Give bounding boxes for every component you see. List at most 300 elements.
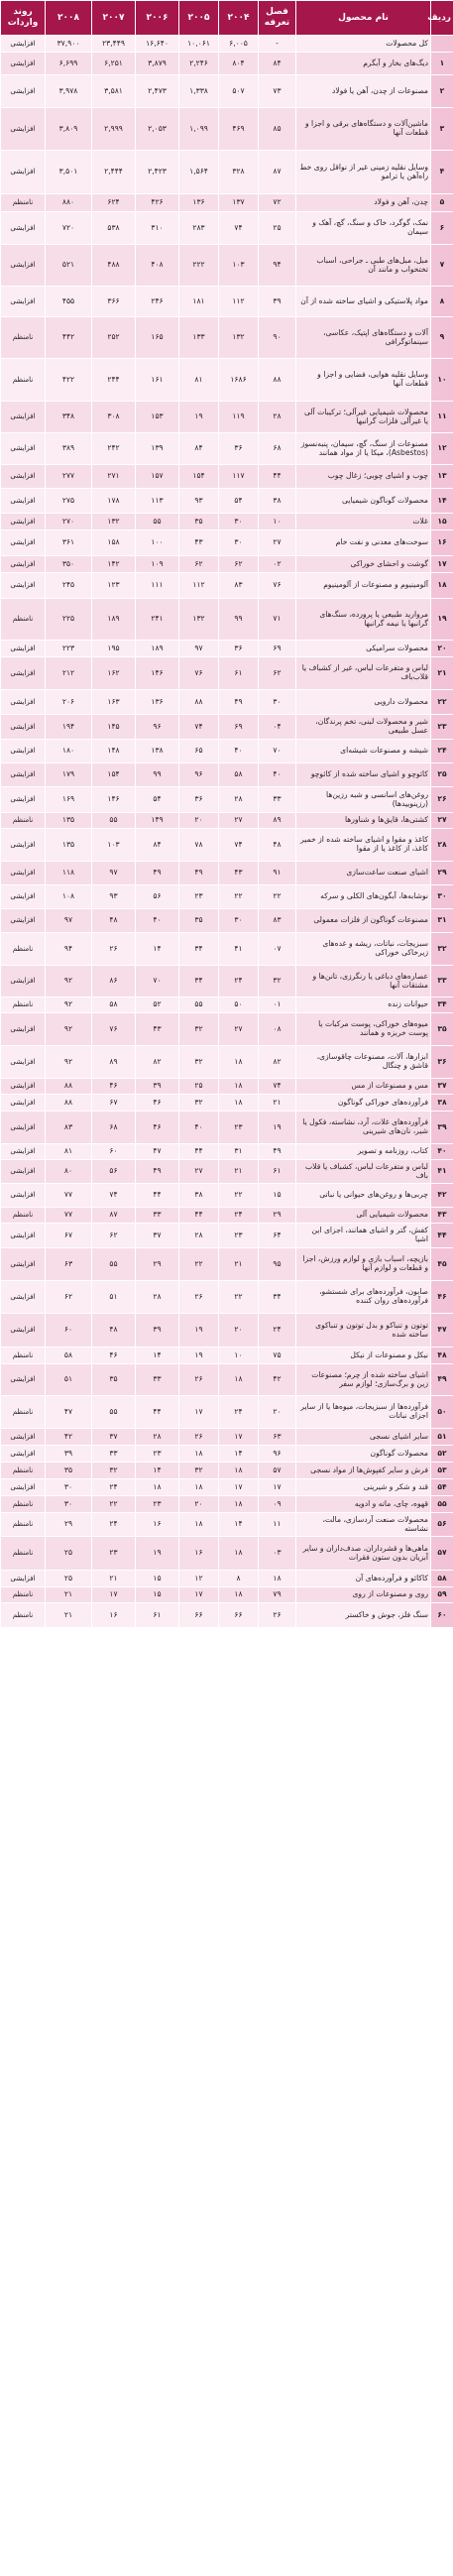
value-2007: ۱۵۴ <box>92 763 136 787</box>
import-trend: افزایشی <box>1 402 46 433</box>
tariff-chapter: ۸۹ <box>259 813 296 829</box>
value-2004: ۱۰ <box>219 1347 259 1364</box>
table-body <box>1 36 453 1628</box>
table-row <box>1 1537 453 1571</box>
value-2006: ۴۰۸ <box>136 245 179 287</box>
tariff-chapter: ۲۶ <box>259 1603 296 1628</box>
value-2005: ۱۹ <box>179 402 219 433</box>
value-2004: ۷۴ <box>219 212 259 245</box>
product-name: آلات و دستگاه‌های اپتیک، عکاسی، سینماتوگرافی <box>296 317 431 359</box>
value-2007: ۵۵ <box>92 1248 136 1281</box>
table-row <box>1 1364 453 1396</box>
import-trend: نامنظم <box>1 1603 46 1628</box>
value-2005: ۶۲ <box>179 556 219 573</box>
import-trend: افزایشی <box>1 641 46 657</box>
value-2007: ۲۷۱ <box>92 465 136 489</box>
value-2006: ۱۴ <box>136 1463 179 1479</box>
value-2005: ۳۴ <box>179 966 219 997</box>
value-2005: ۱۹ <box>179 1347 219 1364</box>
value-2004: ۴۹ <box>219 690 259 715</box>
value-2008: ۳,۹۷۸ <box>46 75 92 108</box>
value-2004: ۵۸ <box>219 763 259 787</box>
product-name: محصولات صنعت آردسازی، مالت، نشاسته <box>296 1513 431 1537</box>
value-2006: ۲۸ <box>136 1281 179 1314</box>
row-number: ۱۶ <box>431 530 453 556</box>
import-trend: افزایشی <box>1 1248 46 1281</box>
value-2006: ۱۸۹ <box>136 641 179 657</box>
tariff-chapter: ۸۳ <box>259 909 296 933</box>
table-row <box>1 715 453 740</box>
value-2004: ۱۸ <box>219 1463 259 1479</box>
row-number: ۴۵ <box>431 1248 453 1281</box>
tariff-chapter: ۱۹ <box>259 1112 296 1144</box>
value-2008: ۶,۶۹۹ <box>46 53 92 75</box>
value-2005: ۷۴ <box>179 715 219 740</box>
value-2008: ۳۶۱ <box>46 530 92 556</box>
row-number: ۱۹ <box>431 599 453 641</box>
table-row <box>1 599 453 641</box>
row-number: ۵۴ <box>431 1479 453 1496</box>
value-2004: ۴۳ <box>219 862 259 885</box>
value-2007: ۲۶ <box>92 933 136 966</box>
table-row <box>1 1281 453 1314</box>
value-2006: ۵۶ <box>136 885 179 909</box>
value-2005: ۱۹ <box>179 1314 219 1347</box>
tariff-chapter: ۷۱ <box>259 599 296 641</box>
product-name: چدن، آهن و فولاد <box>296 194 431 212</box>
value-2008: ۴۲ <box>46 1429 92 1446</box>
value-2006: ۲۳ <box>136 1496 179 1513</box>
row-number: ۵۶ <box>431 1513 453 1537</box>
value-2004: ۵۰ <box>219 997 259 1013</box>
tariff-chapter: ۶۹ <box>259 641 296 657</box>
value-2005: ۲۰ <box>179 1496 219 1513</box>
value-2007: ۲۵۲ <box>92 317 136 359</box>
table-row <box>1 1479 453 1496</box>
table-row <box>1 245 453 287</box>
product-name: چربی‌ها و روغن‌های حیوانی یا نباتی <box>296 1184 431 1208</box>
table-row <box>1 1347 453 1364</box>
value-2005: ۱۳۳ <box>179 317 219 359</box>
value-2004: ۶۱ <box>219 657 259 690</box>
value-2004: ۲۷ <box>219 813 259 829</box>
product-name: آلومینیوم و مصنوعات از آلومینیوم <box>296 573 431 599</box>
tariff-chapter: ۸۲ <box>259 1046 296 1079</box>
tariff-chapter: ۸۴ <box>259 53 296 75</box>
value-2008: ۶۷ <box>46 1224 92 1248</box>
value-2008: ۸۸ <box>46 1079 92 1095</box>
table-row <box>1 1603 453 1628</box>
import-trend: نامنظم <box>1 1396 46 1429</box>
header-row-number: ردیف <box>431 1 453 36</box>
tariff-chapter: ۰۳ <box>259 1537 296 1571</box>
import-trend: نامنظم <box>1 1208 46 1224</box>
product-name: نمک، گوگرد، خاک و سنگ، گچ، آهک و سیمان <box>296 212 431 245</box>
value-2006: ۳,۸۷۹ <box>136 53 179 75</box>
value-2008: ۳۵ <box>46 1463 92 1479</box>
value-2006: ۲,۴۷۳ <box>136 75 179 108</box>
value-2004: ۳۰ <box>219 909 259 933</box>
tariff-chapter: ۴۲ <box>259 1364 296 1396</box>
value-2006: ۴۶ <box>136 1095 179 1112</box>
import-trend: افزایشی <box>1 763 46 787</box>
product-name: روغن‌های اسانسی و شبه رزین‌ها (رزینوییدها) <box>296 787 431 813</box>
header-product-name: نام محصول <box>296 1 431 36</box>
value-2008: ۸۰ <box>46 1160 92 1184</box>
import-trend: افزایشی <box>1 1281 46 1314</box>
value-2005: ۲۲ <box>179 1248 219 1281</box>
product-name: میوه‌های خوراکی، پوست مرکبات یا پوست خربزه و همانند <box>296 1013 431 1046</box>
value-2005: ۴۴ <box>179 1208 219 1224</box>
value-2008: ۳۴۸ <box>46 402 92 433</box>
value-2004: ۸۳ <box>219 573 259 599</box>
row-number: ۴۱ <box>431 1160 453 1184</box>
value-2004: ۳۰ <box>219 514 259 530</box>
product-name: کشتی‌ها، قایق‌ها و شناورها <box>296 813 431 829</box>
product-name: عصاره‌های دباغی یا رنگرزی، تانن‌ها و مشتقات آنها <box>296 966 431 997</box>
row-number: ۲۶ <box>431 787 453 813</box>
value-2005: ۱۶ <box>179 1537 219 1571</box>
tariff-chapter: ۲۲ <box>259 885 296 909</box>
value-2005: ۱۷ <box>179 1396 219 1429</box>
row-number: ۴۳ <box>431 1208 453 1224</box>
value-2007: ۶۰ <box>92 1144 136 1160</box>
row-number: ۲۰ <box>431 641 453 657</box>
value-2007: ۱۶ <box>92 1603 136 1628</box>
product-name: لباس و متفرعات لباس، کشباف یا قلاب باف <box>296 1160 431 1184</box>
header-import-trend: روند واردات <box>1 1 46 36</box>
value-2008: ۴۵۵ <box>46 287 92 317</box>
import-trend: افزایشی <box>1 1184 46 1208</box>
product-name: سوخت‌های معدنی و نفت خام <box>296 530 431 556</box>
value-2007: ۲,۴۴۴ <box>92 151 136 194</box>
table-row <box>1 1496 453 1513</box>
table-row <box>1 489 453 514</box>
tariff-chapter: ۷۵ <box>259 1347 296 1364</box>
table-row <box>1 194 453 212</box>
value-2006: ۴۷ <box>136 1144 179 1160</box>
table-row <box>1 933 453 966</box>
value-2008: ۲۷۵ <box>46 489 92 514</box>
value-2004: ۳۰ <box>219 530 259 556</box>
value-2007: ۱۳۲ <box>92 514 136 530</box>
row-number: ۱۰ <box>431 359 453 402</box>
value-2008: ۱۳۵ <box>46 813 92 829</box>
product-name: کائوچو و اشیای ساخته شده از کائوچو <box>296 763 431 787</box>
row-number: ۲۴ <box>431 740 453 763</box>
tariff-chapter: ۰۴ <box>259 715 296 740</box>
product-name: محصولات شیمیایی آلی <box>296 1208 431 1224</box>
value-2007: ۷۴ <box>92 1184 136 1208</box>
value-2004: ۲۲ <box>219 1281 259 1314</box>
tariff-chapter: ۵۷ <box>259 1463 296 1479</box>
value-2006: ۲۹ <box>136 1248 179 1281</box>
value-2007: ۳۲ <box>92 1463 136 1479</box>
value-2006: ۲,۰۵۳ <box>136 108 179 151</box>
value-2008: ۶۰ <box>46 1314 92 1347</box>
value-2004: ۸ <box>219 1571 259 1587</box>
header-tariff-chapter: فصل تعرفه <box>259 1 296 36</box>
product-name: سایر اشیای نسجی <box>296 1429 431 1446</box>
value-2006: ۱۳۶ <box>136 690 179 715</box>
value-2007: ۱۸۹ <box>92 599 136 641</box>
value-2004: ۲۴ <box>219 966 259 997</box>
value-2004: ۲۲ <box>219 885 259 909</box>
tariff-chapter: ۷۴ <box>259 1079 296 1095</box>
table-row <box>1 1571 453 1587</box>
tariff-chapter: ۶۴ <box>259 1224 296 1248</box>
tariff-chapter: ۱۰ <box>259 514 296 530</box>
value-2004: ۱۱۷ <box>219 465 259 489</box>
import-trend: افزایشی <box>1 1364 46 1396</box>
value-2004: ۶۲ <box>219 556 259 573</box>
value-2005: ۲۶ <box>179 1281 219 1314</box>
value-2006: ۳۹ <box>136 1314 179 1347</box>
row-number: ۹ <box>431 317 453 359</box>
value-2007: ۱۰۳ <box>92 829 136 862</box>
row-number: ۱۳ <box>431 465 453 489</box>
product-name: محصولات گوناگون <box>296 1446 431 1463</box>
header-year-2008: ۲۰۰۸ <box>46 1 92 36</box>
table-row <box>1 573 453 599</box>
row-number: ۵ <box>431 194 453 212</box>
table-row <box>1 212 453 245</box>
product-name: نیکل و مصنوعات از نیکل <box>296 1347 431 1364</box>
import-trend: افزایشی <box>1 1446 46 1463</box>
product-name: اشیای ساخته شده از چرم؛ مصنوعات زین و برگ‌سازی؛ لوازم سفر <box>296 1364 431 1396</box>
row-number: ۳۳ <box>431 966 453 997</box>
product-name: سبزیجات، نباتات، ریشه و غده‌های زیرخاکی خوراکی <box>296 933 431 966</box>
import-trend: افزایشی <box>1 657 46 690</box>
tariff-chapter: ۱۷ <box>259 1479 296 1496</box>
import-trend: نامنظم <box>1 997 46 1013</box>
import-trend: نامنظم <box>1 1587 46 1603</box>
value-2007: ۷۶ <box>92 1013 136 1046</box>
value-2004: ۱۸ <box>219 1496 259 1513</box>
tariff-chapter: ۸۸ <box>259 359 296 402</box>
value-2004: ۱۸ <box>219 1046 259 1079</box>
product-name: مواد پلاستیکی و اشیای ساخته شده از آن <box>296 287 431 317</box>
row-number: ۲ <box>431 75 453 108</box>
table-row <box>1 556 453 573</box>
value-2006: ۳۹ <box>136 1079 179 1095</box>
value-2005: ۲۷ <box>179 1160 219 1184</box>
value-2007: ۳,۵۸۱ <box>92 75 136 108</box>
value-2006: ۱۰۰ <box>136 530 179 556</box>
table-row <box>1 1046 453 1079</box>
import-trend: افزایشی <box>1 715 46 740</box>
product-name: نوشابه‌ها، آبگون‌های الکلی و سرکه <box>296 885 431 909</box>
import-trend: افزایشی <box>1 245 46 287</box>
value-2004: ۲۴ <box>219 1208 259 1224</box>
value-2006: ۴۳ <box>136 1013 179 1046</box>
product-name: قهوه، چای، ماته و ادویه <box>296 1496 431 1513</box>
value-2008: ۱۶۹ <box>46 787 92 813</box>
table-row <box>1 966 453 997</box>
value-2008: ۲۷۷ <box>46 465 92 489</box>
header-year-2006: ۲۰۰۶ <box>136 1 179 36</box>
product-name: فرآورده‌های خوراکی گوناگون <box>296 1095 431 1112</box>
value-2008: ۲۱ <box>46 1603 92 1628</box>
product-name: دیگ‌های بخار و آبگرم <box>296 53 431 75</box>
table-row <box>1 787 453 813</box>
product-name: ماهی‌ها و قشرداران، صدف‌داران و سایر آبزیان بدون ستون فقرات <box>296 1537 431 1571</box>
value-2005: ۷۸ <box>179 829 219 862</box>
value-2005: ۱۸ <box>179 1513 219 1537</box>
value-2006: ۵۲ <box>136 997 179 1013</box>
row-number: ۲۹ <box>431 862 453 885</box>
value-2004: ۹۹ <box>219 599 259 641</box>
row-number: ۱۴ <box>431 489 453 514</box>
table-row <box>1 885 453 909</box>
table-row <box>1 75 453 108</box>
value-2007: ۵۵ <box>92 1396 136 1429</box>
value-2008: ۲۹ <box>46 1513 92 1537</box>
value-2006: ۸۴ <box>136 829 179 862</box>
value-2008: ۱۱۸ <box>46 862 92 885</box>
value-2006: ۴۶ <box>136 1112 179 1144</box>
value-2004: ۱۳۷ <box>219 194 259 212</box>
tariff-chapter: ۹۰ <box>259 317 296 359</box>
value-2005: ۲۰ <box>179 813 219 829</box>
table-row <box>1 1184 453 1208</box>
import-trend: افزایشی <box>1 36 46 53</box>
tariff-chapter: ۶۲ <box>259 657 296 690</box>
tariff-chapter: ۳۹ <box>259 287 296 317</box>
tariff-chapter: ۳۲ <box>259 966 296 997</box>
import-trend: افزایشی <box>1 212 46 245</box>
import-trend: افزایشی <box>1 787 46 813</box>
value-2007: ۱۷ <box>92 1587 136 1603</box>
import-trend: نامنظم <box>1 933 46 966</box>
value-2006: ۱۶,۶۴۰ <box>136 36 179 53</box>
product-name: وسایل نقلیه زمینی غیر از نواقل روی خط راه‌آهن یا ترامو <box>296 151 431 194</box>
value-2008: ۵۸ <box>46 1347 92 1364</box>
row-number: ۴۲ <box>431 1184 453 1208</box>
value-2008: ۴۴۲ <box>46 317 92 359</box>
row-number: ۳۲ <box>431 933 453 966</box>
value-2007: ۸۹ <box>92 1046 136 1079</box>
product-name: توتون و تنباکو و بدل توتون و تنباکوی ساخته شده <box>296 1314 431 1347</box>
row-number: ۲۷ <box>431 813 453 829</box>
table-row <box>1 1112 453 1144</box>
value-2007: ۲۴۲ <box>92 433 136 465</box>
value-2008: ۱۹۴ <box>46 715 92 740</box>
product-name: فرآورده‌های غلات، آرد، نشاسته، فکول یا شیر، نان‌های شیرینی <box>296 1112 431 1144</box>
import-trend: نامنظم <box>1 317 46 359</box>
product-name: بازیچه، اسباب بازی و لوازم ورزش، اجزا و قطعات و لوازم آنها <box>296 1248 431 1281</box>
value-2007: ۴۸ <box>92 909 136 933</box>
tariff-chapter: ۷۶ <box>259 573 296 599</box>
value-2004: ۵۰۷ <box>219 75 259 108</box>
table-row <box>1 1224 453 1248</box>
tariff-chapter: ۹۵ <box>259 1248 296 1281</box>
value-2007: ۲۴۴ <box>92 359 136 402</box>
value-2007: ۶۷ <box>92 1095 136 1112</box>
table-row <box>1 287 453 317</box>
value-2005: ۸۱ <box>179 359 219 402</box>
value-2008: ۷۲۰ <box>46 212 92 245</box>
product-name: روی و مصنوعات از روی <box>296 1587 431 1603</box>
row-number: ۵۲ <box>431 1446 453 1463</box>
value-2008: ۳۰ <box>46 1496 92 1513</box>
tariff-chapter: ۱۱ <box>259 1513 296 1537</box>
table-row <box>1 1463 453 1479</box>
row-number: ۲۲ <box>431 690 453 715</box>
import-trend: نامنظم <box>1 1463 46 1479</box>
tariff-chapter: ۷۰ <box>259 740 296 763</box>
row-number: ۴۹ <box>431 1364 453 1396</box>
value-2008: ۴۷ <box>46 1396 92 1429</box>
value-2006: ۱۱۱ <box>136 573 179 599</box>
product-name: چوب و اشیای چوبی؛ زغال چوب <box>296 465 431 489</box>
value-2004: ۳۱ <box>219 1144 259 1160</box>
value-2006: ۹۶ <box>136 715 179 740</box>
value-2008: ۸۸ <box>46 1095 92 1112</box>
value-2005: ۵۵ <box>179 997 219 1013</box>
value-2008: ۲۲۳ <box>46 641 92 657</box>
value-2005: ۲۳ <box>179 885 219 909</box>
tariff-chapter: ۲۹ <box>259 1208 296 1224</box>
tariff-chapter: ۶۱ <box>259 1160 296 1184</box>
row-number: ۱۸ <box>431 573 453 599</box>
value-2006: ۱۴۹ <box>136 813 179 829</box>
value-2007: ۶۲ <box>92 1224 136 1248</box>
tariff-chapter: ۲۱ <box>259 1095 296 1112</box>
value-2006: ۳۷ <box>136 1224 179 1248</box>
row-number: ۴۶ <box>431 1281 453 1314</box>
product-name: فرآورده‌ها از سبزیجات، میوه‌ها یا از سایر اجزای نباتات <box>296 1396 431 1429</box>
value-2004: ۱۸ <box>219 1587 259 1603</box>
import-trend: افزایشی <box>1 1079 46 1095</box>
import-trend: افزایشی <box>1 287 46 317</box>
row-number: ۶ <box>431 212 453 245</box>
table-row <box>1 862 453 885</box>
row-number: ۲۳ <box>431 715 453 740</box>
value-2006: ۱۵ <box>136 1587 179 1603</box>
row-number: ۱۱ <box>431 402 453 433</box>
value-2004: ۲۱ <box>219 1160 259 1184</box>
value-2008: ۳,۸۰۹ <box>46 108 92 151</box>
value-2008: ۱۳۵ <box>46 829 92 862</box>
import-trend: افزایشی <box>1 1112 46 1144</box>
value-2005: ۲۸ <box>179 1224 219 1248</box>
value-2004: ۲۰ <box>219 1314 259 1347</box>
tariff-chapter: ۰۷ <box>259 933 296 966</box>
value-2004: ۱۸ <box>219 1364 259 1396</box>
tariff-chapter: ۱۸ <box>259 1571 296 1587</box>
value-2004: ۳۲۸ <box>219 151 259 194</box>
import-trend: افزایشی <box>1 1013 46 1046</box>
table-row <box>1 641 453 657</box>
value-2007: ۲۳ <box>92 1537 136 1571</box>
value-2007: ۱۲۳ <box>92 573 136 599</box>
value-2004: ۱۸ <box>219 1537 259 1571</box>
row-number: ۳۵ <box>431 1013 453 1046</box>
tariff-chapter: ۳۰ <box>259 690 296 715</box>
value-2007: ۳۰۸ <box>92 402 136 433</box>
value-2005: ۹۷ <box>179 641 219 657</box>
value-2007: ۱۹۵ <box>92 641 136 657</box>
tariff-chapter: ۷۹ <box>259 1587 296 1603</box>
import-trend: افزایشی <box>1 1046 46 1079</box>
value-2005: ۳۲ <box>179 1046 219 1079</box>
tariff-chapter: ۲۸ <box>259 402 296 433</box>
value-2007: ۲۱ <box>92 1571 136 1587</box>
tariff-chapter: ۴۴ <box>259 465 296 489</box>
table-row <box>1 657 453 690</box>
value-2004: ۸۰۴ <box>219 53 259 75</box>
